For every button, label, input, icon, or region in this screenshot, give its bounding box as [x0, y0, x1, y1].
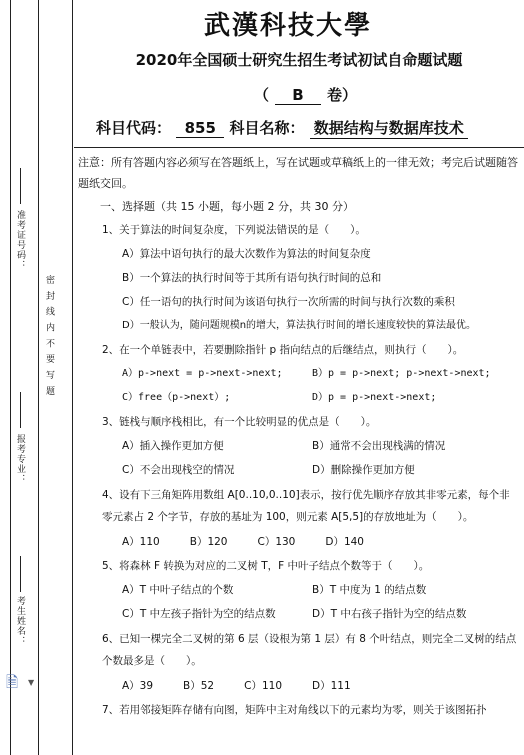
subject-name: 数据结构与数据库技术 — [310, 117, 468, 139]
exam-id-line — [20, 168, 21, 204]
subject-name-label: 科目名称： — [229, 119, 305, 137]
exam-header — [74, 0, 524, 148]
option-b: B）52 — [183, 680, 215, 692]
sidebar-border-left — [10, 0, 11, 755]
section-title: 一、选择题（共 15 小题，每小题 2 分，共 30 分） — [100, 200, 354, 213]
seal-sidebar — [0, 0, 74, 755]
option-b: B）T 中度为 1 的结点数 — [312, 584, 427, 596]
subject-code-label: 科目代码： — [96, 119, 172, 137]
header-divider — [74, 147, 524, 148]
option-c: C）110 — [244, 680, 282, 692]
option-c: C）任一语句的执行时间为该语句执行一次所需的时间与执行次数的乘积 — [122, 296, 455, 308]
exam-id-label: 准考证号码： — [15, 210, 25, 270]
option-c: C）T 中左孩子指针为空的结点数 — [122, 608, 276, 620]
option-d: D）T 中右孩子指针为空的结点数 — [312, 608, 467, 620]
option-c: C）不会出现栈空的情况 — [122, 464, 235, 476]
major-line — [20, 392, 21, 428]
sidebar-border-right — [72, 0, 73, 755]
exam-title: 2020年全国硕士研究生招生考试初试自命题试题 — [135, 51, 463, 69]
document-icon[interactable]: 🗎 — [6, 673, 19, 691]
question-6 — [102, 628, 518, 696]
question-4 — [102, 484, 518, 552]
paper-value: B — [275, 86, 321, 105]
seal-line-notice: 密 封 线 内 不 要 写 题 — [44, 275, 54, 398]
sidebar-border-middle — [38, 0, 39, 755]
option-b: B）一个算法的执行时间等于其所有语句执行时间的总和 — [122, 272, 382, 284]
question-stem: 6、已知一棵完全二叉树的第 6 层（设根为第 1 层）有 8 个叶结点，则完全二叉树的结点个数最多是（ ）。 — [102, 633, 517, 667]
question-stem: 7、若用邻接矩阵存储有向图，矩阵中主对角线以下的元素均为零，则关于该图拓扑 — [102, 704, 487, 716]
option-b: B）通常不会出现栈满的情况 — [312, 440, 446, 452]
question-stem: 1、关于算法的时间复杂度，下列说法错误的是（ ）。 — [102, 224, 366, 236]
option-c: C）130 — [257, 536, 296, 548]
option-d: D）一般认为，随问题规模n的增大，算法执行时间的增长速度较快的算法最优。 — [122, 320, 477, 331]
option-a: A）T 中叶子结点的个数 — [122, 584, 234, 596]
major-label: 报考专业： — [15, 434, 25, 484]
question-3 — [102, 412, 518, 480]
option-d: D）p = p->next->next; — [312, 392, 437, 403]
question-1 — [102, 220, 518, 336]
name-line — [20, 556, 21, 592]
question-stem: 4、设有下三角矩阵用数组 A[0..10,0..10]表示，按行优先顺序存放其非零元素，每个非零元素占 2 个字节，存放的基址为 100，则元素 A[5,5]的存放地址为（ ）。 — [102, 489, 510, 523]
option-a: A）39 — [122, 680, 154, 692]
option-d: D）140 — [325, 536, 364, 548]
exam-content — [78, 152, 518, 720]
option-b: B）120 — [189, 536, 228, 548]
question-stem: 5、将森林 F 转换为对应的二叉树 T，F 中叶子结点个数等于（ ）。 — [102, 560, 430, 572]
option-b: B）p = p->next; p->next->next; — [312, 368, 491, 379]
option-a: A）插入操作更加方便 — [122, 440, 224, 452]
question-2 — [102, 340, 518, 408]
option-a: A）p->next = p->next->next; — [122, 368, 283, 379]
subject-line — [96, 117, 468, 139]
option-a: A）110 — [122, 536, 160, 548]
question-5 — [102, 556, 518, 624]
chevron-down-icon[interactable]: ▼ — [28, 678, 35, 687]
paper-version — [254, 84, 357, 105]
name-label: 考生姓名： — [15, 596, 25, 646]
question-stem: 2、在一个单链表中，若要删除指针 p 指向结点的后继结点，则执行（ ）。 — [102, 344, 464, 356]
option-d: D）删除操作更加方便 — [312, 464, 415, 476]
subject-code: 855 — [176, 119, 224, 138]
question-7 — [102, 700, 518, 720]
question-stem: 3、链栈与顺序栈相比，有一个比较明显的优点是（ ）。 — [102, 416, 377, 428]
option-a: A）算法中语句执行的最大次数作为算法的时间复杂度 — [122, 248, 371, 260]
option-c: C）free（p->next）; — [122, 392, 231, 403]
option-d: D）111 — [312, 680, 351, 692]
university-logo: 武漢科技大學 — [204, 11, 373, 41]
notice-text: 注意：所有答题内容必须写在答题纸上，写在试题或草稿纸上的一律无效；考完后试题随答题纸交回。 — [78, 156, 518, 190]
paper-prefix: （ — [254, 86, 270, 104]
paper-suffix: 卷） — [327, 86, 358, 104]
